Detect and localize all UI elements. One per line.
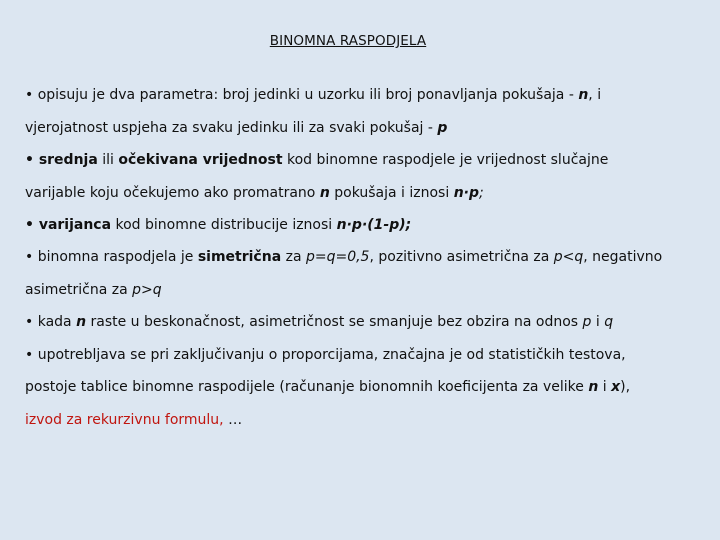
bullet-mean-line2: [25, 184, 484, 202]
var-n: n: [588, 379, 599, 395]
text: • upotrebljava se pri zaključivanju o proporcijama, značajna je od statističkih testova,: [25, 347, 626, 363]
text: asimetrična za: [25, 282, 133, 298]
text: kod binomne raspodjele je vrijednost slučajne: [282, 152, 609, 168]
bullet-usage-line2: [25, 378, 630, 396]
text: varijable koju očekujemo ako promatrano: [25, 185, 320, 201]
text: postoje tablice binomne raspodijele (računanje bionomnih koeficijenta za velike: [25, 379, 589, 395]
formula-np: n·p: [453, 185, 480, 201]
text: • binomna raspodjela je: [25, 249, 198, 265]
formula-pq: p=q=0,5: [305, 249, 370, 265]
text: , i: [588, 87, 602, 103]
text: kod binomne distribucije iznosi: [111, 217, 337, 233]
var-q: q: [604, 314, 614, 330]
bullet-parameters-line1: [25, 86, 601, 104]
formula-p-gt-q: p>q: [132, 282, 162, 298]
term-srednja: • srednja: [25, 152, 98, 168]
text: • opisuju je dva parametra: broj jedinki u uzorku ili broj ponavljanja pokušaja -: [25, 87, 579, 103]
text: , pozitivno asimetrična za: [369, 249, 554, 265]
bullet-symmetry-line2: [25, 281, 162, 299]
text: ili: [97, 152, 119, 168]
formula-variance: n·p·(1-p);: [336, 217, 412, 233]
text: ;: [479, 185, 484, 201]
bullet-parameters-line2: [25, 119, 447, 137]
text: i: [591, 314, 605, 330]
text: • kada: [25, 314, 77, 330]
bullet-variance: [25, 216, 411, 234]
text: ),: [620, 379, 631, 395]
text: vjerojatnost uspjeha za svaku jedinku ili za svaki pokušaj -: [25, 120, 438, 136]
term-ocekivana: očekivana vrijednost: [118, 152, 283, 168]
var-n: n: [319, 185, 330, 201]
bullet-asymptotic: [25, 313, 613, 331]
text: pokušaja i iznosi: [329, 185, 454, 201]
bullet-mean-line1: [25, 151, 608, 169]
formula-p-lt-q: p<q: [553, 249, 584, 265]
text: raste u beskonačnost, asimetričnost se smanjuje bez obzira na odnos: [86, 314, 583, 330]
text: , negativno: [583, 249, 663, 265]
var-x: x: [611, 379, 621, 395]
term-simetricna: simetrična: [197, 249, 282, 265]
text: …: [223, 412, 243, 428]
var-p: p: [582, 314, 592, 330]
slide-title: BINOMNA RASPODJELA: [269, 33, 427, 49]
bullet-usage-line1: [25, 346, 626, 364]
var-n: n: [578, 87, 589, 103]
var-n: n: [76, 314, 87, 330]
recursive-formula-link[interactable]: izvod za rekurzivnu formulu,: [25, 412, 224, 428]
bullet-symmetry-line1: [25, 248, 662, 266]
text: i: [598, 379, 612, 395]
text: za: [281, 249, 306, 265]
bullet-usage-line3: [25, 411, 242, 429]
var-p: p: [437, 120, 448, 136]
term-varijanca: • varijanca: [25, 217, 112, 233]
